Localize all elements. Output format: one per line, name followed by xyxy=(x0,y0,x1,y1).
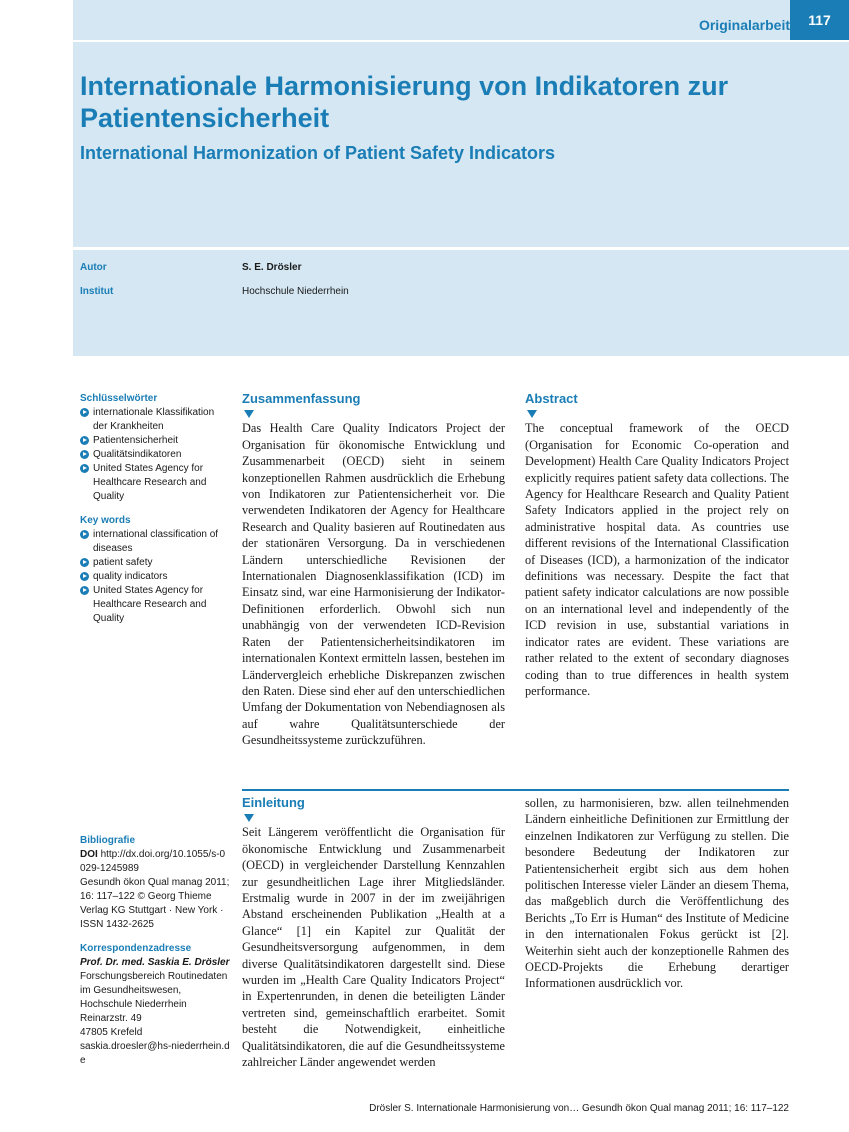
arrow-bullet-icon xyxy=(80,450,89,459)
doi-line: DOI http://dx.doi.org/10.1055/s-0029-1245989 xyxy=(80,849,226,874)
article-title-en: International Harmonization of Patient Safety Indicators xyxy=(80,143,556,163)
bibliography-box xyxy=(80,834,230,1068)
einleitung-text-col1: Seit Längerem veröffentlicht die Organisation für ökonomische Entwicklung und Zusammenarbeit (OECD) in vergleichender Darstellung Kennzahlen zur gesundheitlichen Lage ihrer Mitgliedsländer. Erstmalig wurde in 2007 in der im zweijährigen Abstand erscheinenden Publikation „Health at a Glance“ [1] ein Kapitel zur Qualität der Gesundheitsversorgung aufgenommen, in dem diverse Qualitätsindikatoren dargestellt sind. Diese wurden im „Health Care Quality Indicators Project“ in Expertenrunden, in denen die beteiligten Länder vertreten sind, gemeinschaftlich erarbeitet. Somit besteht die Notwendigkeit, einheitliche Qualitätsindikatoren, die auf die Gesundheitssysteme zahlreicher Länder angewendet werden xyxy=(242,825,505,1070)
arrow-bullet-icon xyxy=(80,530,89,539)
keyword-item: United States Agency for Healthcare Research and Quality xyxy=(80,584,228,626)
institute-name: Hochschule Niederrhein xyxy=(242,286,349,297)
article-title-de: Internationale Harmonisierung von Indikatoren zur Patientensicherheit xyxy=(80,71,729,133)
bibliography-heading: Bibliografie xyxy=(80,835,136,846)
doi-link[interactable]: http://dx.doi.org/10.1055/s-0029-1245989 xyxy=(80,849,226,874)
keyword-item: quality indicators xyxy=(80,570,228,584)
keywords-sidebar xyxy=(80,392,228,626)
keyword-item: Patientensicherheit xyxy=(80,434,228,448)
author-name: S. E. Drösler xyxy=(242,262,302,273)
arrow-bullet-icon xyxy=(80,586,89,595)
citation: Gesundh ökon Qual manag 2011; 16: 117–122 © Georg Thieme Verlag KG Stuttgart · New York · ISSN 1432-2625 xyxy=(80,877,230,930)
arrow-bullet-icon xyxy=(80,408,89,417)
keywords-de-list xyxy=(80,406,228,504)
institute-label: Institut xyxy=(80,286,114,297)
keyword-item: patient safety xyxy=(80,556,228,570)
arrow-bullet-icon xyxy=(80,572,89,581)
einleitung-text-col2: sollen, zu harmonisieren, bzw. allen teilnehmenden Ländern einheitliche Definitionen zur Ermittlung der einzelnen Indikatoren zur Verfügung zu stellen. Die besondere Bedeutung der Indikatoren zur Patientensicherheit ergibt sich aus dem hohen politischen Interesse vieler Länder an diesem Thema, das maßgeblich durch die Veröffentlichung des Berichts „To Err is Human“ des Institute of Medicine in den internationalen Fokus gerückt ist [2]. Weiterhin sieht auch der konzeptionelle Rahmen des OECD-Projekts die Erhebung derartiger Informationen ausdrücklich vor. xyxy=(525,796,789,991)
correspondence-address-line: Reinarzstr. 49 xyxy=(80,1013,142,1024)
keyword-item: Qualitätsindikatoren xyxy=(80,448,228,462)
page-number: 117 xyxy=(790,0,849,40)
correspondence-heading: Korrespondenzadresse xyxy=(80,943,192,954)
keywords-en-heading: Key words xyxy=(80,515,131,526)
abstract-section xyxy=(525,391,789,699)
arrow-bullet-icon xyxy=(80,464,89,473)
zusammenfassung-heading: Zusammenfassung xyxy=(242,391,361,406)
zusammenfassung-section xyxy=(242,391,505,749)
correspondence-address-line: 47805 Krefeld xyxy=(80,1027,143,1038)
abstract-heading: Abstract xyxy=(525,391,578,406)
arrow-bullet-icon xyxy=(80,558,89,567)
keywords-en-list xyxy=(80,528,228,626)
keyword-item: international classification of diseases xyxy=(80,528,228,556)
section-divider xyxy=(242,789,789,791)
author-label: Autor xyxy=(80,262,107,273)
meta-band xyxy=(73,250,849,356)
triangle-down-icon xyxy=(244,814,254,822)
correspondence-email[interactable]: saskia.droesler@hs-niederrhein.de xyxy=(80,1041,230,1066)
section-label: Originalarbeit xyxy=(698,17,790,33)
triangle-down-icon xyxy=(527,410,537,418)
einleitung-col2 xyxy=(525,795,789,992)
zusammenfassung-text: Das Health Care Quality Indicators Project der Organisation für ökonomische Entwicklung und Zusammenarbeit (OECD) sieht in seinem konzeptionellen Rahmen ausdrücklich die Erhebung von Indikatoren zur Patientensicherheit vor. Die verwendeten Indikatoren der Agency for Healthcare Research and Quality basieren auf Routinedaten aus der stationären Versorgung. Da in verschiedenen Ländern unterschiedliche Revisionen der Internationalen Diagnosenklassifikation (ICD) im Einsatz sind, war eine Harmonisierung der Indikator-Definitionen erforderlich. Obwohl sich nun unabhängig von der verwendeten ICD-Revision Raten der Patientensicherheitsindikatoren im internationalen Kontext ermitteln lassen, bestehen im Ländervergleich erhebliche Diskrepanzen zwischen den Raten. Diese sind eher auf den unterschiedlichen Umfang der Dokumentation von Nebendiagnosen als auf wahre Qualitätsunterschiede der Gesundheitssysteme zurückzuführen. xyxy=(242,421,505,748)
page-footer: Drösler S. Internationale Harmonisierung von… Gesundh ökon Qual manag 2011; 16: 117–122 xyxy=(369,1103,789,1114)
correspondence-address-line: Hochschule Niederrhein xyxy=(80,999,187,1010)
abstract-text: The conceptual framework of the OECD (Organisation for Economic Co-operation and Development) Health Care Quality Indicators Project explicitly requires patient safety data collections. The Agency for Healthcare Research and Quality Patient Safety Indicators applied in the project rely on administrative hospital data. As countries use different revisions of the International Classification of Diseases (ICD), a harmonization of the indicator definitions was necessary. Despite the fact that patient safety indicator calculations are now possible on an international level and independently of the ICD revision in use, substantial variations in indicator rates are evident. These variations are rather related to the extent of secondary diagnoses coding than to true differences in health system performance. xyxy=(525,421,789,698)
keywords-de-heading: Schlüsselwörter xyxy=(80,393,158,404)
keyword-item: internationale Klassifikation der Krankheiten xyxy=(80,406,228,434)
correspondence-address-line: Forschungsbereich Routinedaten im Gesundheitswesen, xyxy=(80,971,228,996)
einleitung-section xyxy=(242,795,505,1071)
correspondence-name: Prof. Dr. med. Saskia E. Drösler xyxy=(80,957,230,968)
keyword-item: United States Agency for Healthcare Research and Quality xyxy=(80,462,228,504)
arrow-bullet-icon xyxy=(80,436,89,445)
triangle-down-icon xyxy=(244,410,254,418)
einleitung-heading: Einleitung xyxy=(242,795,305,810)
